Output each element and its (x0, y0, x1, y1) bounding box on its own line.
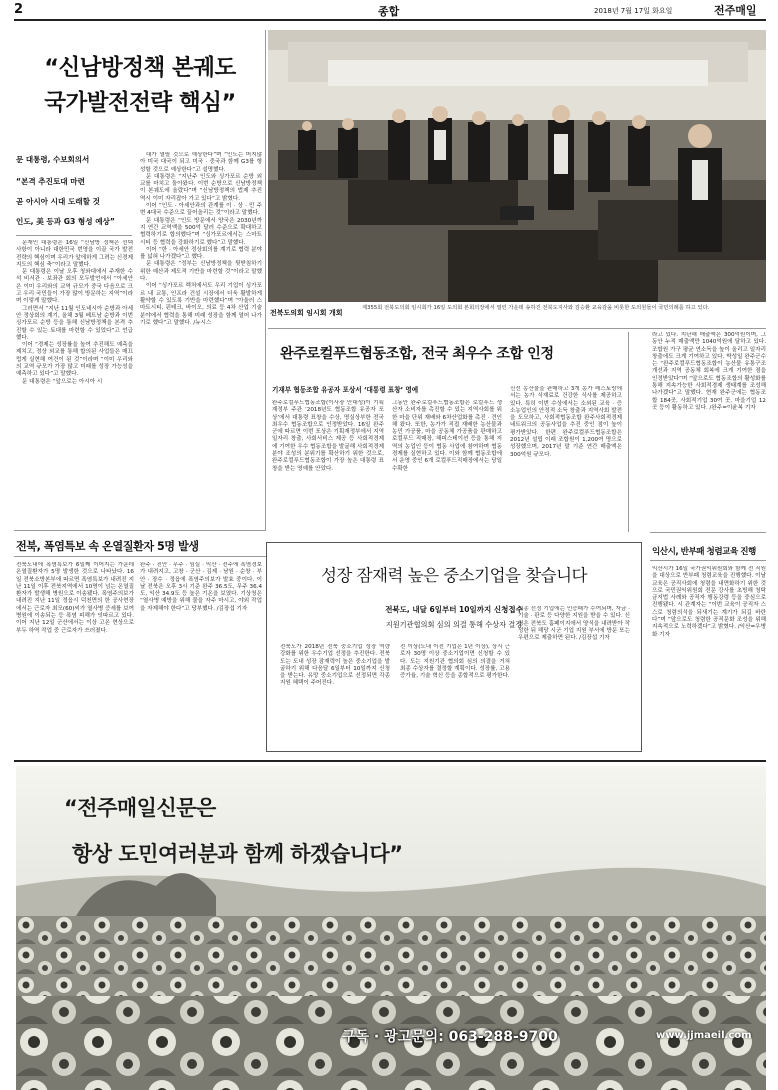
coop-headline: 완주로컬푸드협동조합, 전국 최우수 조합 인정 (280, 346, 554, 362)
coop-subhead: 기재부 협동조합 유공자 포상서 ‘대통령 표창’ 영예 (272, 386, 419, 394)
edu-headline: 익산시, 반부패 청렴교육 진행 (652, 547, 756, 557)
sme-subhead-1: 전북도, 내달 6일부터 10일까지 신청접수 (385, 605, 523, 614)
lead-paragraph: 이어 “한 · 아세안 정상회의를 계기로 협력 분야를 넓혀 나가겠다”고 했다. (140, 246, 262, 261)
paper-name: 전주매일 (714, 4, 757, 17)
lead-paragraph: 그러면서 “지난 11월 인도네시아 순방과 아세안 정상회의 계기, 올해 3월 베트남 순방과 이번 싱가포르 순방 등을 통해 신남방정책을 본격 추진할 수 있는 토대를 마련할 수 있었다”고 언급했다. (16, 305, 133, 341)
lead-column-1 (16, 240, 133, 520)
page-number: 2 (14, 2, 24, 17)
lead-paragraph: 문 대통령은 “앞으로는 아시아 시 (22, 378, 103, 385)
lead-headline (14, 52, 266, 122)
heat-column-1: 전북도내에 폭염특보가 6일째 이어지는 가운데 온열질환자가 5명 발생한 것으로 나타났다. 16일 전북소방본부에 따르면 폭염특보가 내려진 지난 11일 이후 전북지역에서 10명이 넘는 온열질환자가 발생해 병원으로 이송됐다. 폭염주의보가 내려진 지난 11일 정읍시 덕천면의 한 공사현장에서는 근로자 최모(60)씨가 열사병 증세를 보여 병원에 이송되는 등 폭염 피해가 잇따르고 있다. 이어 지난 12일 군산에서는 이상 고온 현상으로 부두 하역 작업 중 근로자가 쓰러졌다. (16, 562, 134, 634)
lead-subhead-rule (16, 235, 132, 236)
ad-contact: 구독 · 광고문의: 063-288-9700 (342, 1029, 558, 1045)
sunflower-ad (16, 766, 766, 1090)
lead-subhead-1: “본격 추진토대 마련 (16, 177, 85, 186)
lead-byline: 문 대통령, 수보회의서 (16, 155, 90, 164)
lead-paragraph: 문 대통령은 “인도 방문에서 양국은 2030년까지 연간 교역액을 500억 달러 수준으로 확대하고 협력하기로 합의했다”며 “싱가포르에서는 스마트시티 등 협력을 강화하기로 했다”고 말했다. (140, 217, 262, 246)
sme-subhead-2: 지원기관협의회 심의 의결 통해 수상자 결정 (385, 620, 523, 629)
ad-website: www.jjmaeil.com (656, 1030, 752, 1041)
lead-paragraph: 대가 열릴 것으로 예상한다”며 “인도는 머지않아 미국 대국이 되고 미국 · 중국과 함께 G3를 형성할 것으로 예상한다”고 설명했다. (140, 152, 262, 173)
column-divider (265, 30, 266, 530)
sme-banner: 성장 잠재력 높은 중소기업을 찾습니다 (320, 566, 587, 585)
coop-column-4: 라고 있다. 지난해 매출액은 300억원이며, 그동안 누적 매출액만 1040억원에 달하고 있다. 조합원 가구 평균 연소득을 높이 올리고 일자리 창출에도 크게 기여하고 있다. 박성일 완주군수는 “완주로컬푸드협동조합이 농산물 유통구조 개선과 지역 공동체 회복에 크게 기여한 점을 인정받았다”며 “앞으로도 협동조합의 활성화를 통해 지속가능한 사회적경제 생태계를 조성해 나가겠다”고 말했다. 현재 완주군에는 협동조합 184곳, 사회적기업 30여 곳, 마을기업 12곳 등이 활동하고 있다. /완주=이윤복 기자 (652, 332, 766, 411)
sme-column-3: 최종 선정 기업에는 인증패가 수여되며, 자금 · 기술 · 판로 등 다양한 지원을 받을 수 있다. 신청은 전북도 홈페이지에서 양식을 내려받아 작성한 뒤 해당 시군 기업 지원 부서에 방문 또는 우편으로 제출하면 된다. /김장섭 기자 (518, 606, 630, 642)
assembly-photo-image (268, 30, 766, 302)
assembly-photo (268, 30, 766, 302)
lead-paragraph: 이어 “인도 · 아세안과의 관계를 이 · 상 · 민 주변 4대국 수준으로 끌어올리는 것”이라고 말했다. (140, 203, 262, 217)
lead-paragraph: 문 대통령은 이날 오후 청와대에서 주재한 수석 비서관 · 보좌관 회의 모두발언에서 “아세안은 이미 우리와의 교역 규모가 중국 다음으로 크고 우리 국민들이 가장 많이 방문하는 지역”이라며 이렇게 말했다. (16, 269, 133, 305)
issue-date: 2018년 7월 17일 화요일 (594, 7, 673, 15)
ad-slogan-line1: “전주매일신문은 (64, 796, 216, 820)
photo-label: 전북도의회 임시회 개회 (270, 309, 343, 317)
section-rule (14, 530, 266, 531)
section-label: 종합 (378, 5, 400, 18)
coop-column-2: 그동안 완주로컬푸드협동조합은 로컬푸드 생산자 소비자를 촉진할 수 있는 지역사회를 위한 마을 단위 재배와 6차산업화를 촉진 · 견인해 왔다. 또한, 농가가 직접 재배한 농산물과 농민 가공품, 마을 공동체 가공품을 판매하고 로컬푸드 직매장, 해피스테이션 등을 통해 지역의 농업인 등이 협동 사업에 참여하며 협동 경제를 실현하고 있다. 이와 함께 협동조합에서 운영 중인 6개 로컬푸드직매장에서는 당일 수확한 (392, 400, 502, 472)
lead-paragraph: 이어 “경제는 성장률을 높여 추진해도 예측을 제치고, 정상 외교를 통해 합의된 사업들은 매끄럽게 실현해 여건이 된 것”이라며 “이미 우리와의 교역 규모가 가장 많고 미래를 성장 가능성을 예측하고 있다”고 말했다. (16, 342, 133, 378)
lead-headline-line2: 국가발전전략 핵심” (44, 90, 236, 116)
heat-headline: 전북, 폭염특보 속 온열질환자 5명 발생 (16, 540, 199, 553)
sme-column-2: 전 이상(도내 이전 기업은 1년 이상), 상시 근로자 30명 이상 중소기업이면 신청할 수 있다. 도는 지원기관 협의회 심의 의결을 거쳐 최종 수상자를 결정할 계획이다. 성장률, 고용증가율, 기술 혁신 등을 종합적으로 평가한다. (400, 644, 510, 680)
lead-paragraph: 이어 “싱가포르 렉처에서도 우리 기업이 싱가포르 내 교통, 인프라 건설 시장에서 더욱 활발하게 활약할 수 있도록 기반을 마련했다”며 “아울러 스마트시티, 핀테크, 바이오, 의료 등 4차 산업 기술 분야에서 협력을 통해 미래 성장을 함께 열어 나가기로 했다”고 말했다. /뉴시스 (140, 283, 262, 326)
section-rule (650, 560, 766, 561)
sme-column-1: 전북도가 2018년 전북 중소기업 성장 역량 강화를 위한 우수기업 선정을 추진한다. 전북도는 도내 성장 잠재력이 높은 중소기업을 발굴하기 위해 다음달 6일부터 10일까지 신청을 받는다. 유망 중소기업으로 선정되면 각종 지원 혜택이 주어진다. (280, 644, 390, 687)
lead-subhead-3: 인도, 美 등과 G3 형성 예상” (16, 217, 115, 226)
ad-slogan-line2: 항상 도민여러분과 함께 하겠습니다” (72, 842, 403, 866)
header-rule (14, 19, 766, 21)
lead-paragraph: 문 대통령은 “정부는 신남방정책을 뒷받침하기 위한 예산과 제도적 기반을 마련할 것”이라고 말했다. (140, 261, 262, 283)
lead-headline-line1: “신남방정책 본궤도 (44, 55, 236, 81)
lead-column-2 (140, 152, 262, 520)
section-rule (268, 328, 766, 329)
coop-column-3: 신선 농산물을 판매하고 3개 농가 레스토랑에서는 농가 식재료로 건강한 식사를 제공하고 있다. 특히 이번 수상에서는 소외된 교육 · 증소농업인의 안정적 소득 창출과 지역사회 발전을 도모하고, 사회적협동조합 완주사회적경제네트워크의 공동사업을 추진 중인 점이 높이 평가받았다. 한편 완주로컬푸드협동조합은 2012년 설립 이래 조합원이 1,200여 명으로 성장했으며, 2017년 말 기준 연간 매출액은 300억원 규모다. (510, 386, 622, 458)
heat-column-2: 완주 · 진안 · 무주 · 임실 · 익산 · 전주에 폭염경보가 내려지고, 고창 · 군산 · 김제 · 남원 · 순창 · 부안 · 장수 · 정읍에 폭염주의보가 발효 중이다. 이날 전북은 오후 3시 기준 완주 36.5도, 무주 36.4도, 익산 34.9도 등 높은 기온을 보였다. 기상청은 “열사병 예방을 위해 물을 자주 마시고, 야외 작업을 자제해야 한다”고 당부했다. /김장섭 기자 (140, 562, 262, 612)
coop-column-1: 완주로컬푸드협동조합(이사장 안대성)이 기획재정부 주관 ‘2018년도 협동조합 유공자 포상’에서 대통령 표창을 수상, 명실상부한 전국 최우수 협동조합으로 인정받았다. 16일 완주군에 따르면 이번 포상은 기획재정부에서 지역 일자리 창출, 사회서비스 제공 등 사회적경제에 기여한 우수 협동조합을 발굴해 사회적경제 분야 조성의 분위기를 확산하기 위한 것으로, 완주로컬푸드협동조합이 가장 높은 대통령 표창을 받는 영예를 안았다. (272, 400, 384, 472)
lead-subhead-2: 곧 아시아 시대 도래할 것 (16, 197, 100, 206)
section-rule (14, 556, 266, 557)
ad-rule (14, 760, 766, 762)
lead-paragraph: 문 대통령은 “지난주 인도와 싱가포르 순방 외교를 마치고 돌아왔다. 이번 순방으로 신남방정책이 본궤도에 올랐다”며 “신남방정책의 법제 추진 역시 이미 자리잡아 가고 있다”고 밝혔다. (140, 173, 262, 202)
lead-paragraph: 문재인 대통령은 16일 “신남방 정책은 선택 사항이 아니라 대한민국 번영을 이끌 국가 발전 전략의 핵심이며 우리가 앞에하게 그려는 신경제지도의 핵심 축”이라고 말했다. (16, 240, 133, 268)
edu-body: 익산시가 16일 국가권익위원회와 함께 전 직원을 대상으로 반부패 청렴교육을 진행했다. 이날 교육은 공직사회에 청렴을 내면화하기 위한 것으로 국민권익위원회 전문 강사를 초빙해 청탁금지법 사례와 공직자 행동강령 등을 중심으로 진행됐다. 시 관계자는 “이번 교육이 공직자 스스로 청렴의식을 되새기는 계기가 되길 바란다”며 “앞으로도 청렴한 공직문화 조성을 위해 지속적으로 노력하겠다”고 밝혔다. /익산=우병화 기자 (652, 566, 766, 638)
page-header (14, 2, 766, 18)
photo-caption: 제355회 전북도의회 임시회가 16일 도의회 본회의장에서 열린 가운데 송하진 전북도지사와 김승환 교육감을 비롯한 도의원들이 국민의례를 하고 있다. (362, 305, 710, 311)
column-divider (628, 332, 629, 532)
section-rule (650, 532, 766, 533)
lead-subheads (16, 172, 134, 232)
